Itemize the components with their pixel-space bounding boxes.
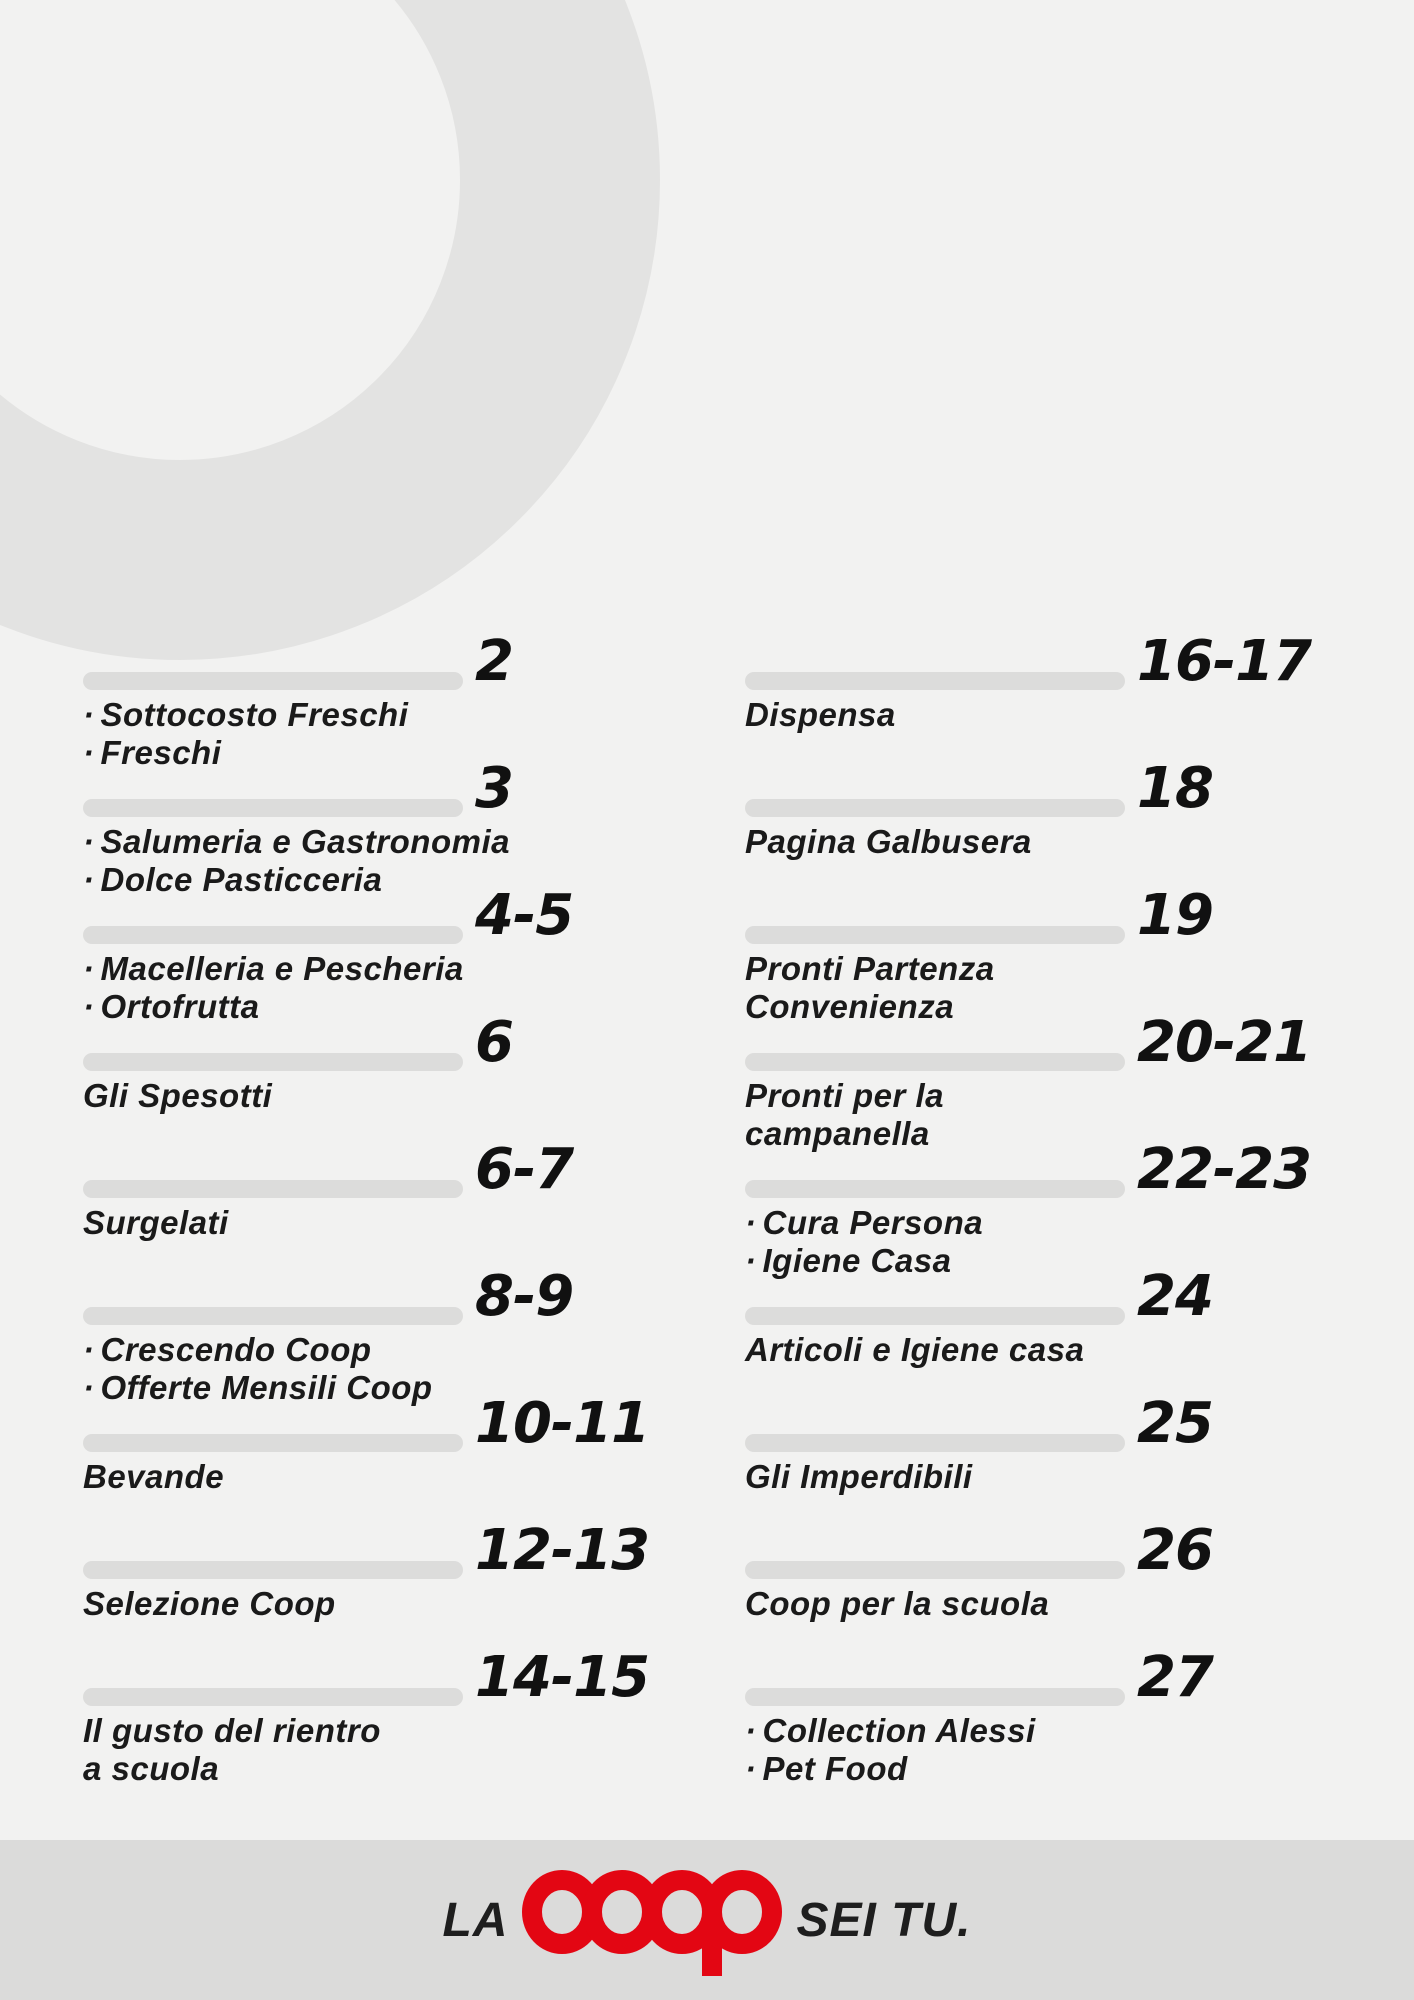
toc-section-text: Convenienza	[745, 988, 955, 1025]
toc-section-titles	[745, 1331, 1084, 1369]
bullet-dot: ·	[745, 1712, 757, 1749]
toc-section-titles	[83, 1331, 433, 1407]
bullet-dot: ·	[83, 950, 95, 987]
toc-page-number: 27	[1137, 1645, 1213, 1710]
toc-page-number: 16-17	[1137, 629, 1312, 694]
toc-divider-bar	[745, 672, 1125, 690]
toc-divider-bar	[83, 1561, 463, 1579]
bullet-dot: ·	[745, 1242, 757, 1279]
toc-section-text: Cura Persona	[762, 1204, 984, 1241]
toc-section-title	[745, 823, 1032, 861]
toc-page-number: 8-9	[475, 1264, 574, 1329]
toc-section-title	[83, 1331, 433, 1369]
toc-section-titles	[745, 823, 1032, 861]
toc-page-number: 10-11	[475, 1391, 650, 1456]
coop-logo	[0, 1840, 1414, 2000]
toc-divider-bar	[745, 799, 1125, 817]
toc-section-title	[745, 1331, 1084, 1369]
toc-page-number: 18	[1137, 756, 1213, 821]
toc-section-text: Dispensa	[745, 696, 896, 733]
toc-section-text: Igiene Casa	[762, 1242, 952, 1279]
toc-entry	[83, 1645, 703, 1816]
toc-section-text: Il gusto del rientro	[83, 1712, 381, 1749]
toc-section-titles	[745, 1585, 1049, 1623]
bullet-dot: ·	[83, 988, 95, 1025]
toc-divider-bar	[745, 1180, 1125, 1198]
toc-page-number: 6-7	[475, 1137, 574, 1202]
toc-divider-bar	[83, 799, 463, 817]
bullet-dot: ·	[83, 696, 95, 733]
toc-section-title	[745, 1585, 1049, 1623]
toc-section-title	[745, 1458, 973, 1496]
toc-page-number: 12-13	[475, 1518, 650, 1583]
toc-section-text: Ortofrutta	[100, 988, 260, 1025]
coop-logo-mark	[522, 1860, 782, 1980]
toc-section-title	[83, 1458, 224, 1496]
toc-divider-bar	[83, 1053, 463, 1071]
toc-divider-bar	[83, 926, 463, 944]
toc-page-number: 6	[475, 1010, 513, 1075]
toc-divider-bar	[745, 1053, 1125, 1071]
toc-section-title	[745, 1750, 1036, 1788]
toc-section-title	[745, 696, 896, 734]
toc-section-titles	[745, 1077, 944, 1153]
toc-section-text: Gli Imperdibili	[745, 1458, 973, 1495]
toc-divider-bar	[83, 1307, 463, 1325]
toc-divider-bar	[745, 1307, 1125, 1325]
toc-page-number: 22-23	[1137, 1137, 1312, 1202]
toc-section-text: Freschi	[100, 734, 222, 771]
toc-section-titles	[745, 1204, 983, 1280]
toc-page-number: 19	[1137, 883, 1213, 948]
toc-section-text: Pagina Galbusera	[745, 823, 1032, 860]
toc-page-number: 3	[475, 756, 513, 821]
toc-section-text: Sottocosto Freschi	[100, 696, 409, 733]
toc-section-titles	[83, 1585, 336, 1623]
toc-divider-bar	[83, 1688, 463, 1706]
toc-page-number: 24	[1137, 1264, 1213, 1329]
toc-divider-bar	[83, 672, 463, 690]
logo-suffix: SEI TU.	[796, 1893, 972, 1947]
bullet-dot: ·	[83, 734, 95, 771]
toc-divider-bar	[745, 1561, 1125, 1579]
bullet-dot: ·	[83, 861, 95, 898]
toc-entry	[745, 1645, 1365, 1816]
toc-page-number: 2	[475, 629, 513, 694]
bullet-dot: ·	[745, 1204, 757, 1241]
toc-section-title	[83, 1712, 381, 1750]
toc-section-title	[83, 950, 464, 988]
bullet-dot: ·	[745, 1750, 757, 1787]
toc-section-text: Articoli e Igiene casa	[745, 1331, 1085, 1368]
toc-section-title	[745, 1077, 944, 1115]
toc-page-number: 26	[1137, 1518, 1213, 1583]
toc-divider-bar	[745, 926, 1125, 944]
bullet-dot: ·	[83, 823, 95, 860]
toc-page-number: 20-21	[1137, 1010, 1312, 1075]
logo-prefix: LA	[442, 1893, 509, 1947]
toc-divider-bar	[745, 1688, 1125, 1706]
toc-section-text: Selezione Coop	[83, 1585, 336, 1622]
toc-section-titles	[83, 950, 464, 1026]
toc-section-text: Crescendo Coop	[100, 1331, 372, 1368]
bullet-dot: ·	[83, 1369, 95, 1406]
toc-section-titles	[745, 1712, 1036, 1788]
toc-section-title	[83, 1204, 229, 1242]
toc-section-title	[83, 696, 408, 734]
toc-section-text: Surgelati	[83, 1204, 229, 1241]
toc-section-text: Pronti Partenza	[745, 950, 995, 987]
toc-section-titles	[83, 1204, 229, 1242]
toc-divider-bar	[83, 1180, 463, 1198]
toc-divider-bar	[83, 1434, 463, 1452]
toc-section-text: Dolce Pasticceria	[100, 861, 383, 898]
toc-page-number: 25	[1137, 1391, 1213, 1456]
toc-section-title	[745, 1712, 1036, 1750]
toc-divider-bar	[745, 1434, 1125, 1452]
toc-section-title	[745, 1204, 983, 1242]
toc-section-text: a scuola	[83, 1750, 220, 1787]
toc-section-titles	[745, 696, 896, 734]
toc-section-text: Macelleria e Pescheria	[100, 950, 464, 987]
toc-page-number: 14-15	[475, 1645, 650, 1710]
footer-banner	[0, 1840, 1414, 2000]
toc-section-titles	[745, 950, 995, 1026]
toc-section-text: Bevande	[83, 1458, 225, 1495]
toc-section-title	[83, 1077, 272, 1115]
toc-section-titles	[83, 1458, 224, 1496]
toc-section-text: Collection Alessi	[762, 1712, 1036, 1749]
toc-section-title	[83, 1750, 381, 1788]
toc-section-text: campanella	[745, 1115, 930, 1152]
toc-page-number: 4-5	[475, 883, 574, 948]
toc-section-text: Salumeria e Gastronomia	[100, 823, 510, 860]
toc-section-text: Offerte Mensili Coop	[100, 1369, 433, 1406]
background-ring-decoration	[0, 0, 660, 660]
toc-section-titles	[83, 1077, 272, 1115]
logo-brand-text: COOP	[652, 1975, 659, 1977]
toc-section-titles	[83, 696, 408, 772]
toc-section-text: Pet Food	[762, 1750, 908, 1787]
toc-section-titles	[745, 1458, 973, 1496]
toc-section-titles	[83, 1712, 381, 1788]
toc-section-title	[83, 1585, 336, 1623]
toc-section-title	[83, 823, 510, 861]
toc-section-text: Gli Spesotti	[83, 1077, 273, 1114]
bullet-dot: ·	[83, 1331, 95, 1368]
toc-section-text: Pronti per la	[745, 1077, 945, 1114]
toc-section-titles	[83, 823, 510, 899]
toc-section-text: Coop per la scuola	[745, 1585, 1050, 1622]
toc-section-title	[745, 950, 995, 988]
